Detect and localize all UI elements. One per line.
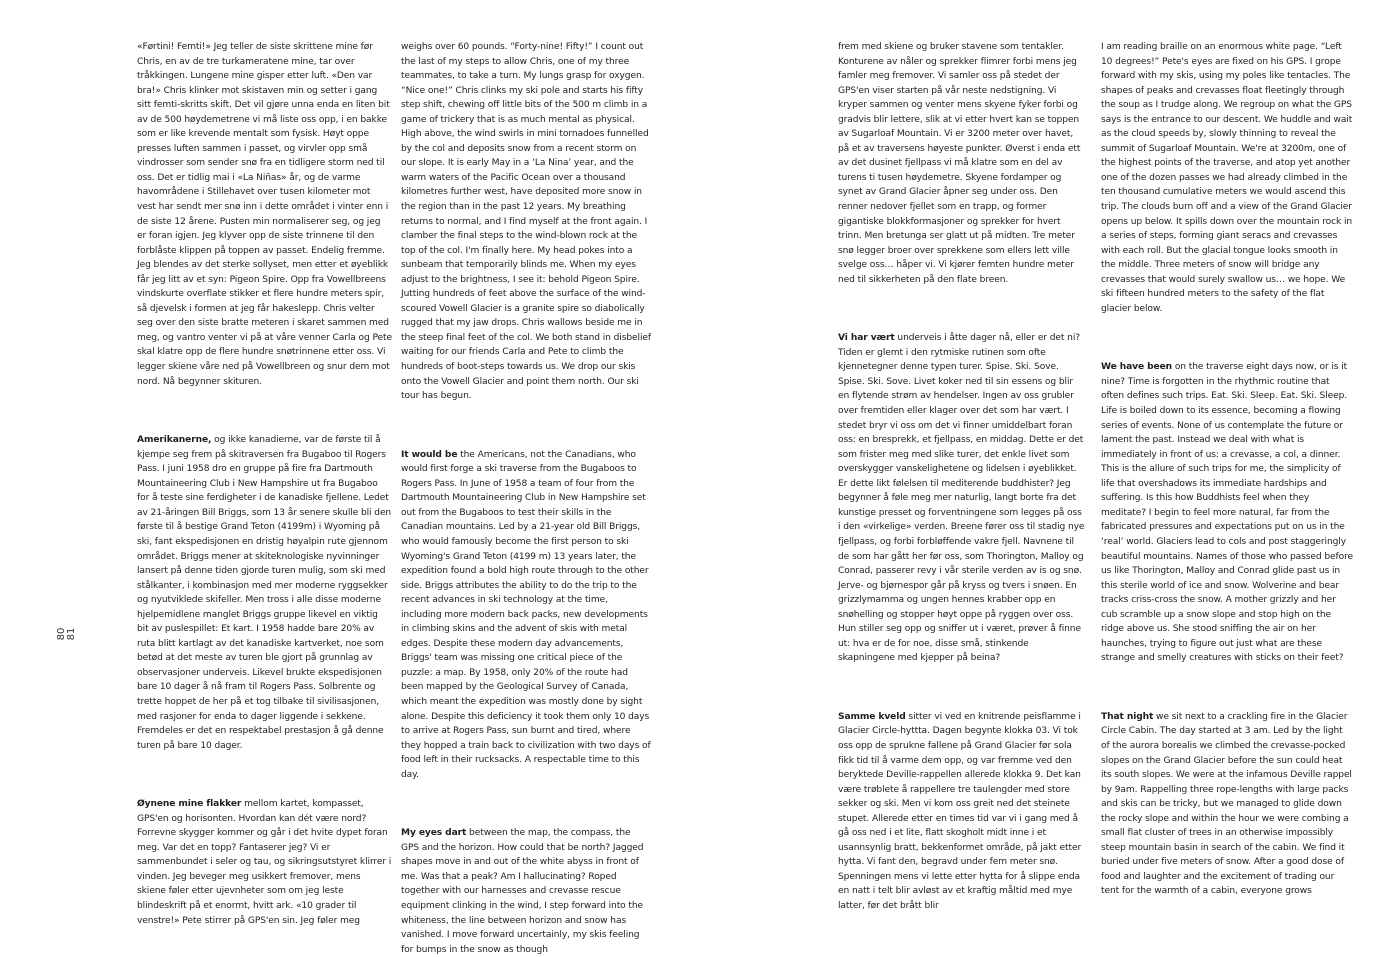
paragraph-lead: My eyes dart xyxy=(401,828,467,839)
paragraph: That night we sit next to a crackling fire in the Glacier Circle Cabin. The day started at 3 am. Led by the light of the aurora borealis we climbed the crevasse-pocked slopes on the Grand Glacier before the sun could heat its south slopes. We were at the infamous Deville rappel by 9am. Rappelling three rope-lengths with large packs and skis can be tricky, but we managed to glide down the rocky slope and within the hour we were combing a small flat cluster of trees in an otherwise impossibly steep mountain basin in search of the cabin. We find it buried under five meters of snow. After a good dose of food and laughter and the excitement of trading our tent for the warmth of a cabin, everyone grows xyxy=(1101,711,1352,897)
paragraph: My eyes dart between the map, the compass, the GPS and the horizon. How could that be north? Jagged shapes move in and out of the white abyss in front of me. Was that a peak? Am I hallucinating? Roped together with our harnesses and crevasse rescue equipment clinking in the wind, I step forward into the whiteness, the line between horizon and snow has vanished. I move forward uncertainly, my skis feeling for bumps in the snow as though xyxy=(401,828,644,955)
paragraph: Vi har vært underveis i åtte dager nå, eller er det ni? Tiden er glemt i den rytmiske rutinen som ofte kjennetegner denne typen turer. Spise. Ski. Sove. Spise. Ski. Sove. Livet koker ned til sin essens og blir en flytende strøm av hendelser. Ingen av oss grubler over fremtiden eller klager over det som har vært. I stedet bryr vi oss om det vi finner umiddelbart foran oss: en bresprekk, et fjellpass, en middag. Dette er det som frister meg med slike turer, det enkle livet som overskygger vanskelighetene og lidelsen i øyeblikket. Er dette likt følelsen til mediterende buddhister? Jeg begynner å føle meg mer naturlig, langt borte fra det kunstige presset og forventningene som legges på oss i den «virkelige» verden. Breene fører oss til stadig nye fjellpass, og forbi forbløffende vakre fjell. Navnene til de som har gått her før oss, som Thorington, Malloy og Conrad, passerer revy i vår sterile verden av is og snø. Jerve- og bjørnespor går på kryss og tvers i snøen. En grizzlymamma og ungen hennes krabber opp en snøhelling og stopper høyt oppe på ryggen over oss. Hun stiller seg opp og sniffer ut i været, prøver å finne ut: hva er de for noe, disse små, stinkende skapningene med kjepper på beina? xyxy=(838,333,1085,664)
paragraph: Samme kveld sitter vi ved en knitrende peisflamme i Glacier Circle-hyttta. Dagen begynte klokka 03. Vi tok oss opp de sprukne fallene på Grand Glacier før sola fikk tid til å varme dem opp, og var fremme ved den beryktede Deville-rappellen allerede klokka 9. Det kan være trøblete å rappellere tre taulengder med store sekker og ski. Men vi kom oss greit ned det steinete stupet. Allerede etter en times tid var vi i gang med å gå oss ned i et lite, flatt skogholt midt inne i et usannsynlig bratt, bekkenformet område, på jakt etter hytta. Vi fant den, begravd under fem meter snø. Spenningen mens vi lette etter hytta for å slippe enda en natt i telt blir avløst av et kraftig måltid med mye latter, før det brått blir xyxy=(838,711,1082,911)
paragraph: «Førtini! Femti!» Jeg teller de siste skrittene mine før Chris, en av de tre turkameratene mine, tar over tråkkingen. Lungene mine gisper etter luft. «Den var bra!» Chris klinker mot skistaven min og setter i gang sitt femti-skritts skift. Det vil gjøre unna enda en liten bit av de 500 høydemetrene vi må liste oss opp, i en bakke som er like krevende mentalt som fysisk. Høyt oppe presses luften sammen i passet, og virvler opp små vindrosser som sender snø fra en tidligere storm ned til oss. Det er tidlig mai i «La Niñas» år, og de varme havområdene i Stillehavet over tusen kilometer mot vest har sendt mer snø inn i dette området i vinter enn i de siste 12 årene. Pusten min normaliserer seg, og jeg er foran igjen. Jeg klyver opp de siste trinnene til den forblåste klippen på toppen av passet. Endelig fremme. Jeg blendes av det sterke sollyset, men etter et øyeblikk får jeg litt av et syn: Pigeon Spire. Opp fra Vowellbreens vindskurte overflate stikker et flere hundre meters spir, så djevelsk i formen at jeg får hakeslepp. Chris velter seg over den siste bratte meteren i skaret sammen med meg, og vantro venter vi på at våre venner Carla og Pete skal klatre opp de flere hundre snøtrinnene etter oss. Vi legger skiene våre ned på Vowellbreen og snur dem mot nord. Nå begynner skituren. xyxy=(137,42,393,387)
page-numbers xyxy=(57,617,75,643)
page-number-right: 81 xyxy=(66,627,77,641)
paragraph: I am reading braille on an enormous white page. “Left 10 degrees!” Pete's eyes are fixed on his GPS. I grope forward with my skis, using my poles like tentacles. The shapes of peaks and crevasses float fleetingly through the soup as I trudge along. We regroup on what the GPS says is the entrance to our descent. We huddle and wait as the cloud speeds by, slowly thinning to reveal the summit of Sugarloaf Mountain. We're at 3200m, one of the highest points of the traverse, and atop yet another one of the dozen passes we had already climbed in the ten thousand cumulative meters we would ascend this trip. The clouds burn off and a view of the Grand Glacier opens up below. It spills down over the mountain rock in a series of steps, forming giant seracs and crevasses with each roll. But the glacial tongue looks smooth in the middle. Three meters of snow will bridge any crevasses that would surely swallow us… we hope. We ski fifteen hundred meters to the safety of the flat glacier below. xyxy=(1101,42,1353,314)
paragraph: Amerikanerne, og ikke kanadierne, var de første til å kjempe seg frem på skitraversen fra Bugaboo til Rogers Pass. I juni 1958 dro en gruppe på fire fra Dartmouth Mountaineering Club i New Hampshire ut fra Bugaboo for å teste sine ferdigheter i de kanadiske fjellene. Ledet av 21-åringen Bill Briggs, som 13 år senere skulle bli den første til å bestige Grand Teton (4199m) i Wyoming på ski, fant ekspedisjonen en dristig høyalpin rute gjennom området. Briggs mener at skiteknologiske nyvinninger lansert på denne tiden gjorde turen mulig, som ski med stålkanter, i kombinasjon med mer moderne ryggsekker og nyutviklede skifeller. Men tross i alle disse moderne hjelpemidlene manglet Briggs gruppe likevel en viktig bit av puslespillet: Et kart. I 1958 hadde bare 20% av ruta blitt kartlagt av det kanadiske kartverket, noe som betød at det meste av turen ble gjort på grunnlag av observasjoner underveis. Likevel brukte ekspedisjonen bare 10 dager å nå fram til Rogers Pass. Solbrente og trette hoppet de her på et tog tilbake til sivilisasjonen, med rasjoner for enda to dager liggende i sekkene. Fremdeles er det en respektabel prestasjon å gå denne turen på bare 10 dager. xyxy=(137,435,392,751)
paragraph-lead: That night xyxy=(1101,711,1154,722)
paragraph-lead: Amerikanerne, xyxy=(137,435,212,446)
paragraph: frem med skiene og bruker stavene som tentakler. Konturene av nåler og sprekker flimrer forbi mens jeg famler meg fremover. Vi samler oss på stedet der GPS'en viser starten på vår neste nedstigning. Vi kryper sammen og venter mens skyene fyker forbi og gradvis blir lettere, slik at vi etter hvert kan se toppen av Sugarloaf Mountain. Vi er 3200 meter over havet, på et av traversens høyeste punkter. Øverst i enda ett av det dusinet fjellpass vi må klatre som en del av turens ti tusen høydemetre. Skyene fordamper og synet av Grand Glacier åpner seg under oss. Den renner nedover fjellet som en trapp, og former gigantiske blokkformasjoner og sprekker for hvert trinn. Men bretunga ser glatt ut på midten. Tre meter snø legger broer over sprekkene som ellers lett ville svelge oss… håper vi. Vi kjører femten hundre meter ned til sikkerheten på den flate breen. xyxy=(838,42,1081,285)
column-norwegian-left xyxy=(137,40,392,928)
paragraph: We have been on the traverse eight days now, or is it nine? Time is forgotten in the rhythmic routine that often defines such trips. Eat. Ski. Sleep. Eat. Ski. Sleep. Life is boiled down to its essence, becoming a flowing series of events. None of us contemplate the future or lament the past. Instead we deal with what is immediately in front of us: a crevasse, a col, a dinner. This is the allure of such trips for me, the simplicity of life that overshadows its immediate hardships and suffering. Is this how Buddhists feel when they meditate? I begin to feel more natural, far from the fabricated pressures and expectations put on us in the ‘real’ world. Glaciers lead to cols and post staggeringly beautiful mountains. Names of those who passed before us like Thorington, Malloy and Conrad glide past us in this sterile world of ice and snow. Wolverine and bear tracks criss-cross the snow. A mother grizzly and her cub scramble up a snow slope and stop high on the ridge above us. She stood sniffing the air on her haunches, trying to figure out just what are these strange and smelly creatures with sticks on their feet? xyxy=(1101,362,1354,664)
paragraph: Øynene mine flakker mellom kartet, kompasset, GPS'en og horisonten. Hvordan kan dét være nord? Forrevne skygger kommer og går i det hvite dypet foran meg. Var det en topp? Fantaserer jeg? Vi er sammenbundet i seler og tau, og sikringsutstyret klirrer i vinden. Jeg beveger meg usikkert fremover, mens skiene føler etter ujevnheter som om jeg leste blindeskrift på et enormt, hvitt ark. «10 grader til venstre!» Pete stirrer på GPS'en sin. Jeg føler meg xyxy=(137,799,392,926)
paragraph-lead: Samme kveld xyxy=(838,711,906,722)
paragraph: It would be the Americans, not the Canadians, who would first forge a ski traverse from the Bugaboos to Rogers Pass. In June of 1958 a team of four from the Dartmouth Mountaineering Club in New Hampshire set out from the Bugaboos to test their skills in the Canadian mountains. Led by a 21-year old Bill Briggs, who would famously become the first person to ski Wyoming's Grand Teton (4199 m) 13 years later, the expedition found a bold high route through to the other side. Briggs attributes the ability to do the trip to the recent advances in ski technology at the time, including more modern back packs, new developments in climbing skins and the advent of skis with metal edges. Despite these modern day advancements, Briggs' team was missing one critical piece of the puzzle: a map. By 1958, only 20% of the route had been mapped by the Geological Survey of Canada, which meant the expedition was mostly done by sight alone. Despite this deficiency it took them only 10 days to arrive at Rogers Pass, sun burnt and tired, where they hopped a train back to civilization with two days of food left in their rucksacks. A respectable time to this day. xyxy=(401,449,651,780)
paragraph-lead: It would be xyxy=(401,449,458,460)
column-english-left xyxy=(401,40,651,957)
column-norwegian-right xyxy=(838,40,1086,914)
book-gutter xyxy=(699,0,701,933)
column-english-right xyxy=(1101,40,1353,899)
paragraph-lead: Øynene mine flakker xyxy=(137,799,242,810)
paragraph: weighs over 60 pounds. “Forty-nine! Fifty!” I count out the last of my steps to allow Chris, one of my three teammates, to take a turn. My lungs grasp for oxygen. “Nice one!” Chris clinks my ski pole and starts his fifty step shift, chewing off little bits of the 500 m climb in a game of trickery that is as much mental as physical. High above, the wind swirls in mini tornadoes funnelled by the col and deposits snow from a recent storm on our slope. It is early May in a ‘La Nina’ year, and the warm waters of the Pacific Ocean over a thousand kilometres further west, have deposited more snow in the region than in the past 12 years. My breathing returns to normal, and I find myself at the front again. I clamber the final steps to the wind-blown rock at the top of the col. I'm finally here. My head pokes into a sunbeam that temporarily blinds me. When my eyes adjust to the brightness, I see it: behold Pigeon Spire. Jutting hundreds of feet above the surface of the wind-scoured Vowell Glacier is a granite spire so diabolically rugged that my jaw drops. Chris wallows beside me in the steep final feet of the col. We both stand in disbelief waiting for our friends Carla and Pete to climb the hundreds of boot-steps towards us. We drop our skis onto the Vowell Glacier and point them north. Our ski tour has begun. xyxy=(401,42,651,402)
page-number-left: 80 xyxy=(56,627,67,641)
paragraph-lead: Vi har vært xyxy=(838,333,895,344)
paragraph-lead: We have been xyxy=(1101,362,1173,373)
